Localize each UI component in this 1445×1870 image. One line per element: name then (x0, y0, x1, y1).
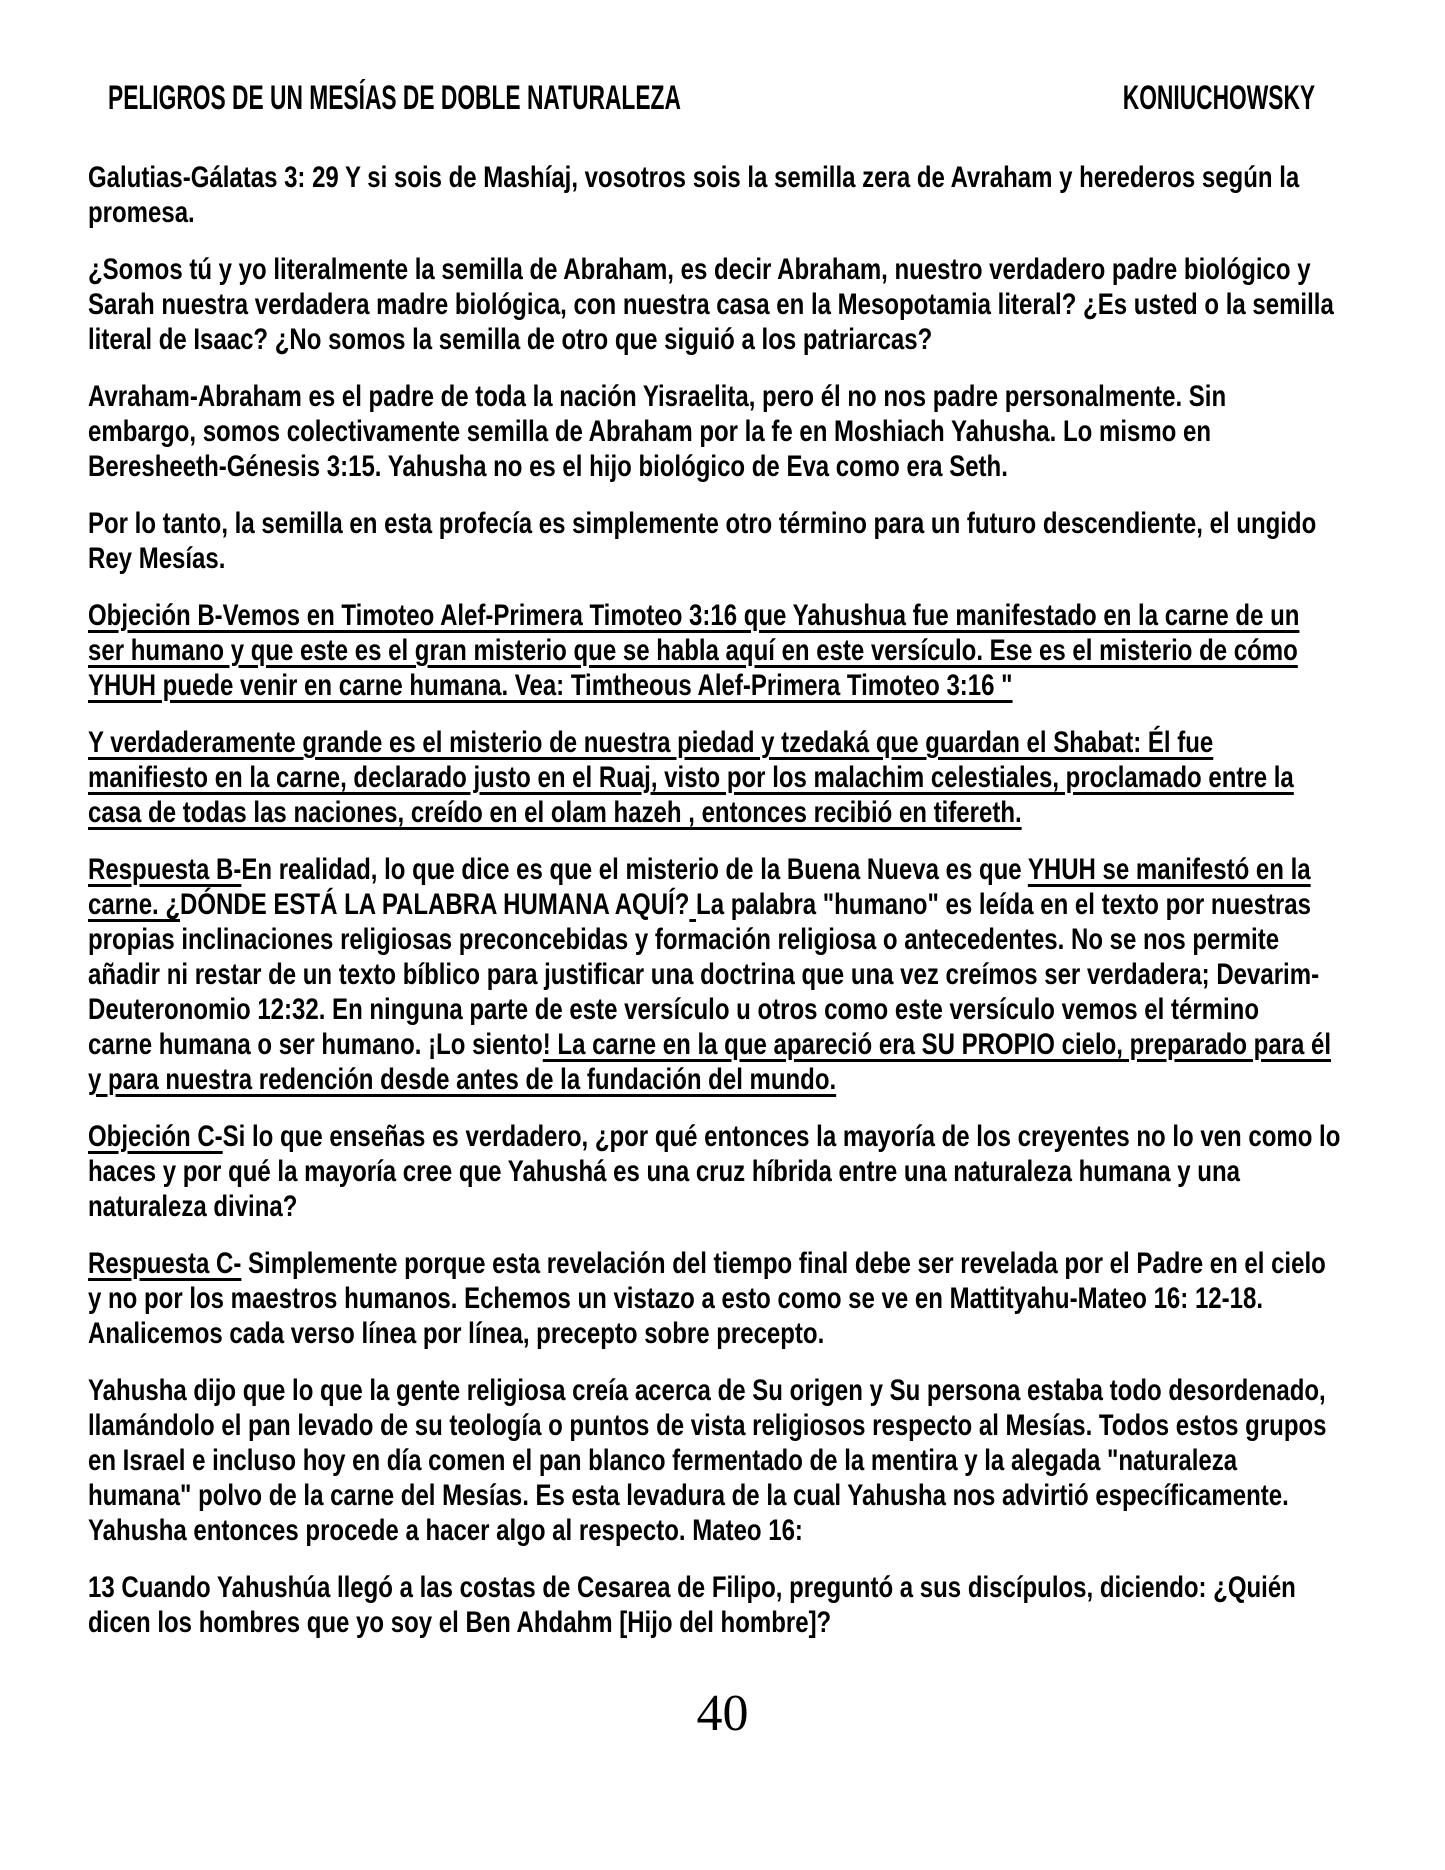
text-run: literal de Isaac? ¿No somos la semilla de otro que siguió a los patriarcas? (88, 323, 933, 356)
text-line (88, 1189, 1384, 1224)
text-run: Avraham-Abraham es el padre de toda la nación Yisraelita, pero él no nos padre personalmente. Sin (88, 380, 1227, 413)
text-line (88, 414, 1384, 449)
text-run: La palabra "humano" es leída en el texto por nuestras (696, 888, 1311, 921)
text-line (88, 1316, 1384, 1351)
text-line (88, 1570, 1384, 1605)
text-line (88, 1062, 1384, 1097)
underlined-text-run: manifiesto en la carne, declarado justo en el Ruaj, visto por los malachim celestiales, proclamado entre la (88, 761, 1294, 794)
text-run: Por lo tanto, la semilla en esta profecía es simplemente otro término para un futuro descendiente, el ungido (88, 507, 1317, 540)
text-line (88, 379, 1384, 414)
text-line (88, 1246, 1384, 1281)
text-line (88, 506, 1384, 541)
paragraph (88, 252, 1384, 357)
paragraph (88, 1373, 1384, 1548)
text-line (88, 795, 1384, 830)
underlined-text-run: YHUH se manifestó en la (1027, 853, 1311, 886)
text-run: llamándolo el pan levado de su teología o puntos de vista religiosos respecto al Mesías. Todos estos grupos (88, 1409, 1327, 1442)
text-run: haces y por qué la mayoría cree que Yahushá es una cruz híbrida entre una naturaleza humana y una (88, 1155, 1240, 1188)
underlined-text-run: carne. ¿ (88, 888, 181, 921)
running-header (108, 80, 1315, 116)
text-run: ¿Somos tú y yo literalmente la semilla de Abraham, es decir Abraham, nuestro verdadero padre biológico y (88, 253, 1311, 286)
paragraph (88, 1246, 1384, 1351)
underlined-text-run: Objeción C- (88, 1120, 223, 1153)
underlined-text-run: y para nuestra redención desde antes de la fundación del mundo. (88, 1063, 837, 1096)
text-line (88, 992, 1384, 1027)
underlined-text-run: ! La carne en la que apareció era SU PROPIO cielo, preparado para él (542, 1028, 1332, 1061)
text-run: Yahusha dijo que lo que la gente religiosa creía acerca de Su origen y Su persona estaba todo desordenado, (88, 1374, 1326, 1407)
text-line (88, 195, 1384, 230)
text-line (88, 633, 1384, 668)
text-run: En realidad, lo que dice es que el misterio de la Buena Nueva es que (241, 853, 1028, 886)
text-line (88, 1373, 1384, 1408)
paragraph (88, 506, 1384, 576)
text-run: Analicemos cada verso línea por línea, precepto sobre precepto. (88, 1317, 825, 1350)
text-line (88, 1408, 1384, 1443)
paragraph (88, 725, 1384, 830)
underlined-text-run: YHUH puede venir en carne humana. Vea: Timtheous Alef-Primera Timoteo 3:16 " (88, 669, 1013, 702)
text-run: humana" polvo de la carne del Mesías. Es esta levadura de la cual Yahusha nos advirtió específicamente. (88, 1479, 1289, 1512)
text-line (88, 252, 1384, 287)
paragraph (88, 1119, 1384, 1224)
text-line (88, 922, 1384, 957)
text-run: Si lo que enseñas es verdadero, ¿por qué entonces la mayoría de los creyentes no lo ven como lo (222, 1120, 1341, 1153)
running-header-title: PELIGROS DE UN MESÍAS DE DOBLE NATURALEZA (108, 79, 681, 117)
running-header-author: KONIUCHOWSKY (1122, 79, 1315, 117)
text-line (88, 598, 1384, 633)
text-run: Galutias-Gálatas 3: 29 Y si sois de Mashíaj, vosotros sois la semilla zera de Avraham y herederos según la (88, 161, 1300, 194)
text-run: en Israel e incluso hoy en día comen el pan blanco fermentado de la mentira y la alegada "naturaleza (88, 1444, 1238, 1477)
document-body (88, 160, 1384, 1662)
text-line (88, 1478, 1384, 1513)
text-run: carne humana o ser humano. ¡Lo siento (88, 1028, 543, 1061)
paragraph (88, 852, 1384, 1097)
text-line (88, 1154, 1384, 1189)
text-line (88, 852, 1384, 887)
text-run: Deuteronomio 12:32. En ninguna parte de este versículo u otros como este versículo vemos el término (88, 993, 1259, 1026)
text-line (88, 449, 1384, 484)
underlined-text-run: Respuesta C- (88, 1247, 242, 1280)
text-line (88, 957, 1384, 992)
text-line (88, 887, 1384, 922)
underlined-text-run: Respuesta B- (88, 853, 242, 886)
text-run: DÓNDE ESTÁ LA PALABRA HUMANA AQUÍ? (180, 888, 690, 921)
page-number: 40 (696, 1685, 749, 1742)
text-run: 13 Cuando Yahushúa llegó a las costas de Cesarea de Filipo, preguntó a sus discípulos, diciendo: ¿Quién (88, 1571, 1296, 1604)
text-line (88, 1281, 1384, 1316)
text-line (88, 760, 1384, 795)
underlined-text-run: ser humano y que este es el gran misterio que se habla aquí en este versículo. Ese es el misterio de cómo (88, 634, 1298, 667)
text-run: naturaleza divina? (88, 1190, 298, 1223)
text-line (88, 725, 1384, 760)
text-line (88, 160, 1384, 195)
text-line (88, 541, 1384, 576)
paragraph (88, 160, 1384, 230)
text-run: embargo, somos colectivamente semilla de Abraham por la fe en Moshiach Yahusha. Lo mismo en (88, 415, 1212, 448)
paragraph (88, 1570, 1384, 1640)
text-run: Simplemente porque esta revelación del tiempo final debe ser revelada por el Padre en el cielo (241, 1247, 1326, 1280)
text-run: Rey Mesías. (88, 542, 226, 575)
paragraph (88, 379, 1384, 484)
underlined-text-run: Y verdaderamente grande es el misterio de nuestra piedad y tzedaká que guardan el Shabat: Él fue (88, 726, 1214, 759)
text-run: Sarah nuestra verdadera madre biológica, con nuestra casa en la Mesopotamia literal? ¿Es usted o la semilla (88, 288, 1334, 321)
text-run: y no por los maestros humanos. Echemos un vistazo a esto como se ve en Mattityahu-Mateo 16: 12-18. (88, 1282, 1263, 1315)
text-line (88, 1443, 1384, 1478)
text-line (88, 1605, 1384, 1640)
text-run: Yahusha entonces procede a hacer algo al respecto. Mateo 16: (88, 1514, 803, 1547)
text-run: dicen los hombres que yo soy el Ben Ahdahm [Hijo del hombre]? (88, 1606, 832, 1639)
underlined-text-run: casa de todas las naciones, creído en el olam hazeh , entonces recibió en tifereth. (88, 796, 1022, 829)
text-run: propias inclinaciones religiosas preconcebidas y formación religiosa o antecedentes. No se nos permite (88, 923, 1280, 956)
text-line (88, 1027, 1384, 1062)
text-line (88, 287, 1384, 322)
paragraph (88, 598, 1384, 703)
text-line (88, 1513, 1384, 1548)
text-run: añadir ni restar de un texto bíblico para justificar una doctrina que una vez creímos ser verdadera; Devarim- (88, 958, 1320, 991)
text-run: Beresheeth-Génesis 3:15. Yahusha no es el hijo biológico de Eva como era Seth. (88, 450, 1008, 483)
text-line (88, 1119, 1384, 1154)
text-line (88, 668, 1384, 703)
underlined-text-run: Objeción B-Vemos en Timoteo Alef-Primera Timoteo 3:16 que Yahushua fue manifestado en la carne de un (88, 599, 1300, 632)
text-line (88, 322, 1384, 357)
text-run: promesa. (88, 196, 195, 229)
